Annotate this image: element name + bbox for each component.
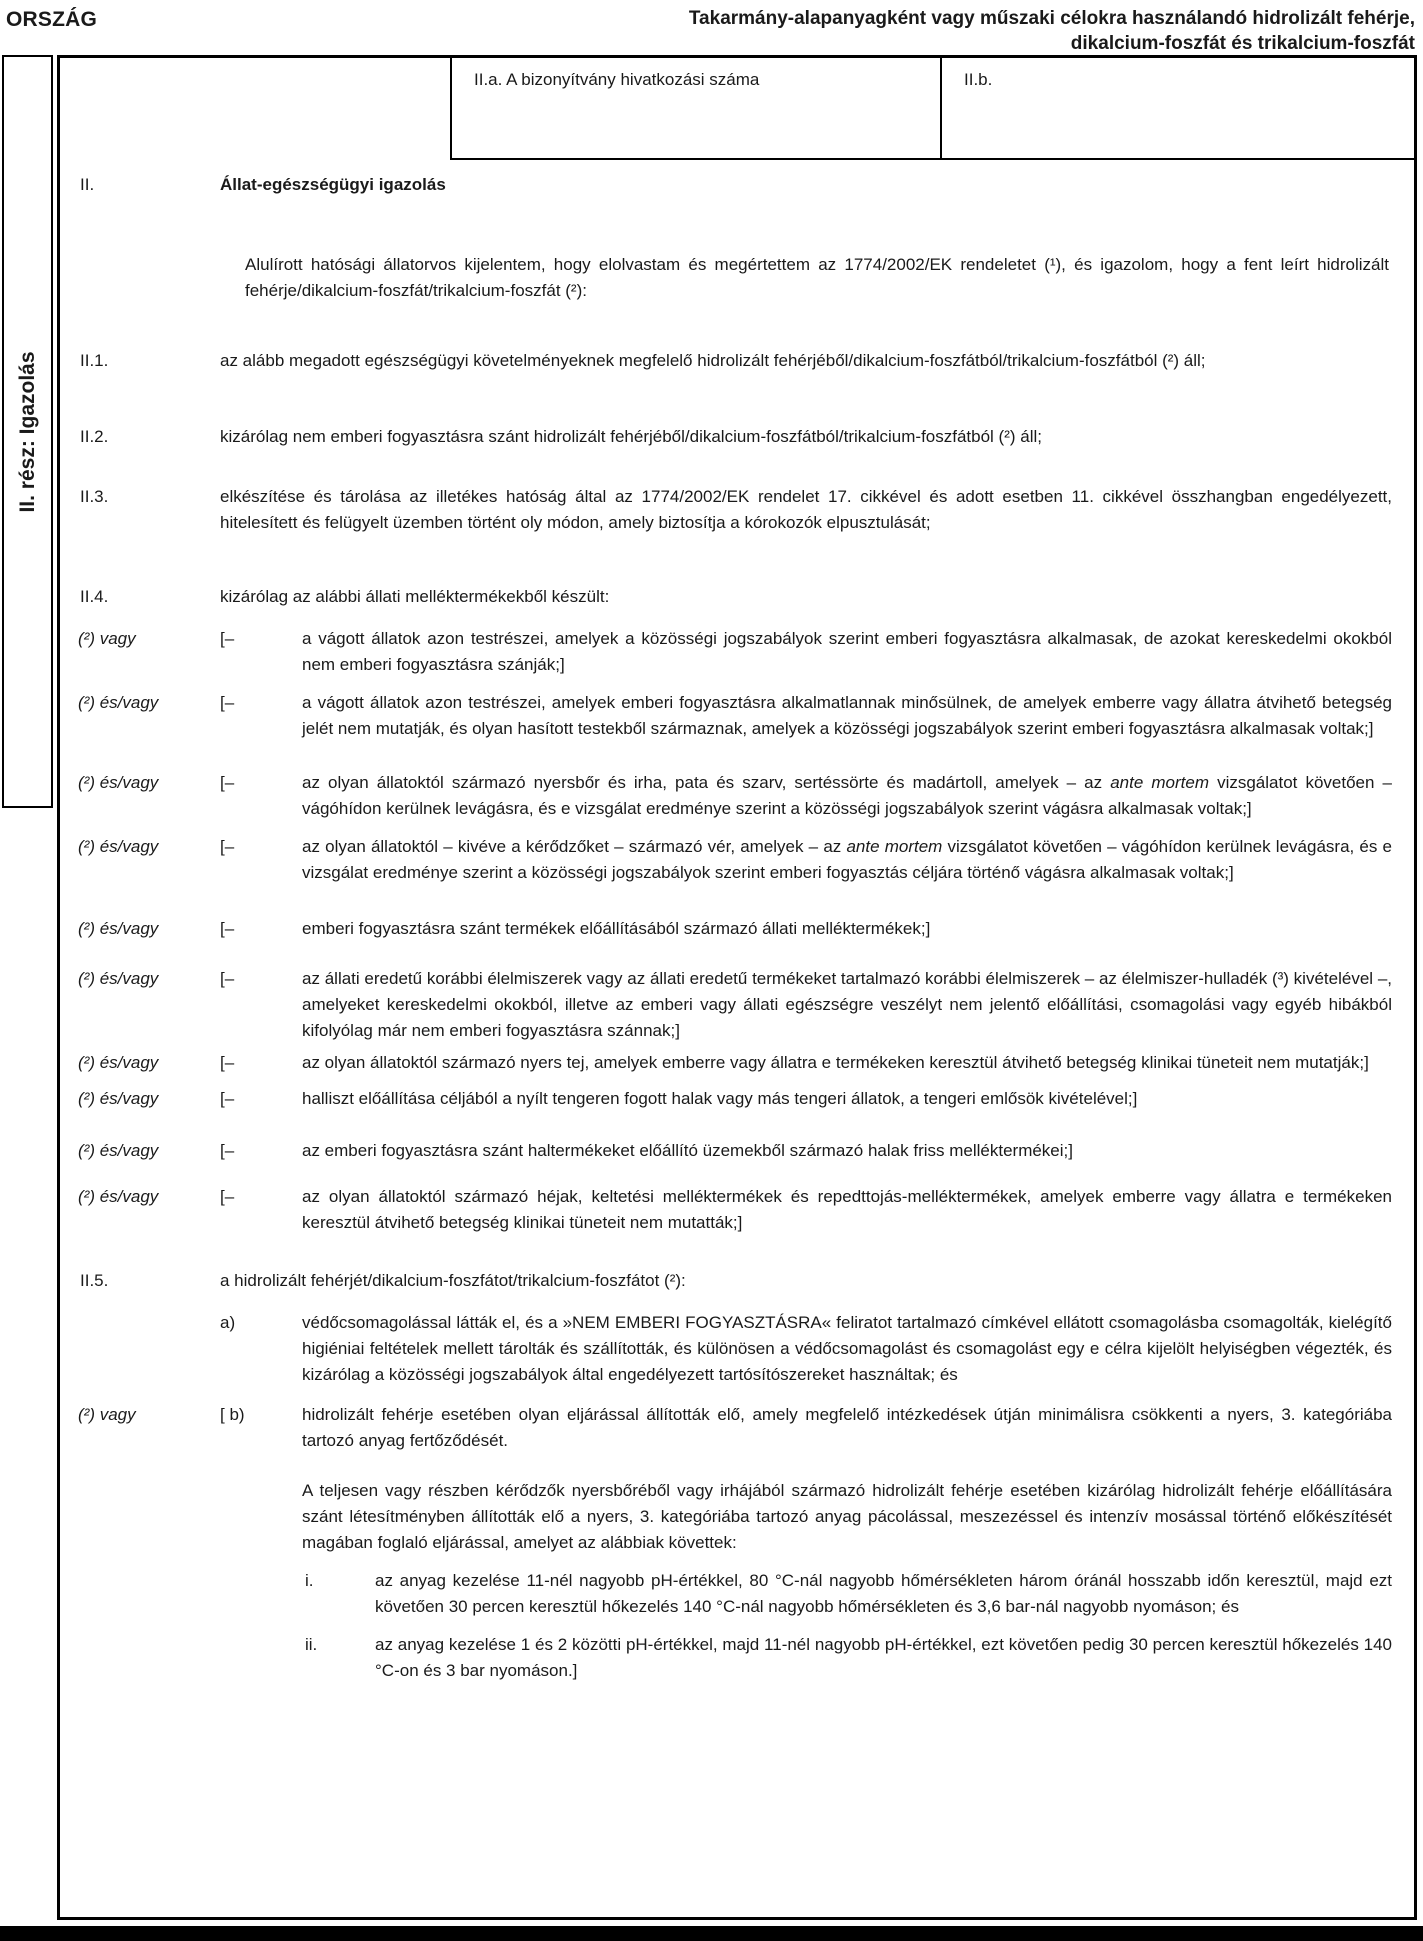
document-title — [435, 6, 1415, 56]
item-option-label: (²) és/vagy — [78, 1187, 159, 1206]
certificate-reference-label: II.a. A bizonyítvány hivatkozási száma — [474, 70, 760, 89]
subitem-b-continuation-row — [60, 1478, 1414, 1556]
item-bracket-dash: [– — [220, 693, 235, 712]
item-row — [60, 1050, 1414, 1076]
item-row — [60, 690, 1414, 742]
section-ii4-row — [60, 584, 1414, 610]
item-option-label: (²) vagy — [78, 1405, 136, 1424]
section-number: II.4. — [80, 587, 109, 606]
item-row — [60, 916, 1414, 942]
item-text — [302, 834, 1392, 886]
subitem-letter: a) — [220, 1313, 236, 1332]
roman-item-text: az anyag kezelése 11-nél nagyobb pH-értékkel, 80 °C-nál nagyobb hőmérsékleten három óránál hosszabb időn keresztül, majd ezt követően 30 percen keresztül hőkezelés 140 °C-nál nagyobb hőmérsékleten és 3,6 bar-nál nagyobb nyomáson; és — [375, 1571, 1392, 1616]
item-option-label: (²) és/vagy — [78, 969, 159, 988]
iib-label: II.b. — [964, 70, 993, 89]
section-ii5-row — [60, 1268, 1414, 1294]
item-bracket-dash: [– — [220, 1187, 235, 1206]
section-text: a hidrolizált fehérjét/dikalcium-foszfátot/trikalcium-foszfátot (²): — [220, 1271, 686, 1290]
section-number: II.3. — [80, 487, 109, 506]
item-bracket-dash: [– — [220, 1089, 235, 1108]
roman-numeral: ii. — [305, 1635, 318, 1654]
roman-numeral: i. — [305, 1571, 314, 1590]
item-text-italic: ante mortem — [1110, 773, 1209, 792]
item-text-part: az olyan állatoktól származó nyersbőr és irha, pata és szarv, sertéssörte és madártoll, amelyek – az — [302, 773, 1111, 792]
part-label: II. rész: Igazolás — [15, 350, 39, 513]
item-option-label: (²) vagy — [78, 629, 136, 648]
item-row — [60, 770, 1414, 822]
country-label: ORSZÁG — [6, 8, 98, 31]
item-row — [60, 626, 1414, 678]
item-text-part: vizsgálatot követően – vágóhídon kerülnek levágásra, és e vizsgálat eredménye szerint a közösségi jogszabályok szerint vágásra alkalmasak voltak;] — [302, 773, 1392, 818]
item-bracket-dash: [– — [220, 629, 235, 648]
subitem-text: hidrolizált fehérje esetében olyan eljárással állították elő, amely megfelelő intézkedések útján minimálisra csökkenti a nyers, 3. kategóriába tartozó anyag fertőződését. — [302, 1405, 1392, 1450]
item-bracket-dash: [– — [220, 1053, 235, 1072]
item-bracket-dash: [– — [220, 919, 235, 938]
section-number: II.1. — [80, 351, 109, 370]
roman-item-text: az anyag kezelése 1 és 2 közötti pH-értékkel, majd 11-nél nagyobb pH-értékkel, ezt követően pedig 30 percen keresztül hőkezelés 140 °C-on és 3 bar nyomáson.] — [375, 1635, 1392, 1680]
item-row — [60, 1138, 1414, 1164]
subitem-a-row — [60, 1310, 1414, 1388]
document-title-line1: Takarmány-alapanyagként vagy műszaki célokra használandó hidrolizált fehérje, — [688, 8, 1415, 29]
roman-i-row — [60, 1568, 1414, 1620]
page-bottom-rule — [0, 1926, 1423, 1941]
item-text: az emberi fogyasztásra szánt haltermékeket előállító üzemekből származó halak friss melléktermékei;] — [302, 1141, 1073, 1160]
item-text-italic: ante mortem — [846, 837, 943, 856]
item-bracket-dash: [– — [220, 1141, 235, 1160]
item-option-label: (²) és/vagy — [78, 837, 159, 856]
item-text-part: az olyan állatoktól – kivéve a kérődzőket – származó vér, amelyek – az — [302, 837, 847, 856]
section-ii1-row — [60, 348, 1414, 374]
item-row — [60, 834, 1414, 886]
subitem-text: védőcsomagolással látták el, és a »NEM EMBERI FOGYASZTÁSRA« feliratot tartalmazó címkével ellátott csomagolásba csomagolták, kielégítő higiéniai feltételek mellett tárolták és szállították, és különösen a védőcsomagolást és csomagolást egy e célra kijelölt helyiségben végezték, és kizárólag a közösségi jogszabályok által engedélyezett tartósítószereket használtak; és — [302, 1313, 1392, 1384]
section-title: Állat-egészségügyi igazolás — [220, 175, 446, 194]
item-text: a vágott állatok azon testrészei, amelyek emberi fogyasztásra alkalmatlannak minősülnek, de amelyek emberre vagy állatra átvihető betegség jelét nem mutatják, és olyan hasított testekből származnak, amelyek a közösségi jogszabályok szerint emberi fogyasztásra alkalmasak voltak;] — [302, 693, 1392, 738]
section-number: II. — [80, 175, 95, 194]
iib-cell — [940, 55, 1417, 160]
reference-row — [57, 55, 1417, 160]
roman-ii-row — [60, 1632, 1414, 1684]
section-ii-title-row — [60, 172, 1414, 198]
item-option-label: (²) és/vagy — [78, 1089, 159, 1108]
item-text: az olyan állatoktól származó nyers tej, amelyek emberre vagy állatra e termékeken keresztül átvihető betegség klinikai tüneteit nem mutatják;] — [302, 1053, 1369, 1072]
section-text: az alább megadott egészségügyi követelményeknek megfelelő hidrolizált fehérjéből/dikalcium-foszfátból/trikalcium-foszfátból (²) áll; — [220, 351, 1206, 370]
subitem-letter: [ b) — [220, 1405, 245, 1424]
intro-paragraph: Alulírott hatósági állatorvos kijelentem, hogy elolvastam és megértettem az 1774/2002/EK rendeletet (¹), és igazolom, hogy a fent leírt hidrolizált fehérje/dikalcium-foszfát/trikalcium-foszfát (²): — [245, 255, 1389, 300]
item-bracket-dash: [– — [220, 969, 235, 988]
item-text: az állati eredetű korábbi élelmiszerek vagy az állati eredetű termékeket tartalmazó korábbi élelmiszerek – az élelmiszer-hulladék (³) kivételével –, amelyeket kereskedelmi okokból, illetve az emberi vagy állati egészségre veszélyt nem jelentő előállítási, csomagolási vagy egyéb hibákból kifolyólag már nem emberi fogyasztásra szánnak;] — [302, 969, 1392, 1040]
subitem-continuation-text: A teljesen vagy részben kérődzők nyersbőréből vagy irhájából származó hidrolizált fehérje esetében kizárólag hidrolizált fehérje előállítására szánt létesítményben állították elő a nyers, 3. kategóriába tartozó anyag pácolással, meszezéssel és intenzív mosással történő előkészítését magában foglaló eljárással, amelyet az alábbiak követtek: — [302, 1481, 1392, 1552]
section-number: II.5. — [80, 1271, 109, 1290]
item-text — [302, 770, 1392, 822]
section-text: kizárólag az alábbi állati melléktermékekből készült: — [220, 587, 610, 606]
section-ii2-row — [60, 424, 1414, 450]
certificate-body-box — [57, 55, 1417, 1920]
item-option-label: (²) és/vagy — [78, 1053, 159, 1072]
item-option-label: (²) és/vagy — [78, 773, 159, 792]
section-text: elkészítése és tárolása az illetékes hatóság által az 1774/2002/EK rendelet 17. cikkével és adott esetben 11. cikkével összhangban engedélyezett, hitelesített és felügyelt üzemben történt oly módon, amely biztosítja a kórokozók elpusztulását; — [220, 487, 1392, 532]
part-sidebar — [2, 55, 53, 808]
certificate-sections — [60, 160, 1414, 1684]
item-text: emberi fogyasztásra szánt termékek előállításából származó állati melléktermékek;] — [302, 919, 931, 938]
subitem-b-row — [60, 1402, 1414, 1454]
item-option-label: (²) és/vagy — [78, 919, 159, 938]
item-bracket-dash: [– — [220, 773, 235, 792]
item-text: halliszt előállítása céljából a nyílt tengeren fogott halak vagy más tengeri állatok, a tengeri emlősök kivételével;] — [302, 1089, 1138, 1108]
item-row — [60, 1086, 1414, 1112]
item-text: a vágott állatok azon testrészei, amelyek a közösségi jogszabályok szerint emberi fogyasztásra alkalmasak, de azokat kereskedelmi okokból nem emberi fogyasztásra szánják;] — [302, 629, 1392, 674]
item-option-label: (²) és/vagy — [78, 693, 159, 712]
item-row — [60, 966, 1414, 1044]
section-number: II.2. — [80, 427, 109, 446]
item-text: az olyan állatoktól származó héjak, keltetési melléktermékek és repedttojás-melléktermékek, amelyek emberre vagy állatra e termékeken keresztül átvihető betegség klinikai tüneteit nem mutatták;] — [302, 1187, 1392, 1232]
section-ii3-row — [60, 484, 1414, 536]
certificate-reference-cell — [450, 55, 942, 160]
item-row — [60, 1184, 1414, 1236]
item-bracket-dash: [– — [220, 837, 235, 856]
item-option-label: (²) és/vagy — [78, 1141, 159, 1160]
document-title-line2: dikalcium-foszfát és trikalcium-foszfát — [1070, 33, 1415, 54]
intro-paragraph-row — [60, 252, 1414, 304]
item-text-part: vizsgálatot követően – vágóhídon kerülnek levágásra, és e vizsgálat eredménye szerint a közösségi jogszabályok szerint emberi fogyasztás céljára történő vágásra alkalmasak voltak;] — [302, 837, 1392, 882]
section-text: kizárólag nem emberi fogyasztásra szánt hidrolizált fehérjéből/dikalcium-foszfátból/trikalcium-foszfátból (²) áll; — [220, 427, 1042, 446]
